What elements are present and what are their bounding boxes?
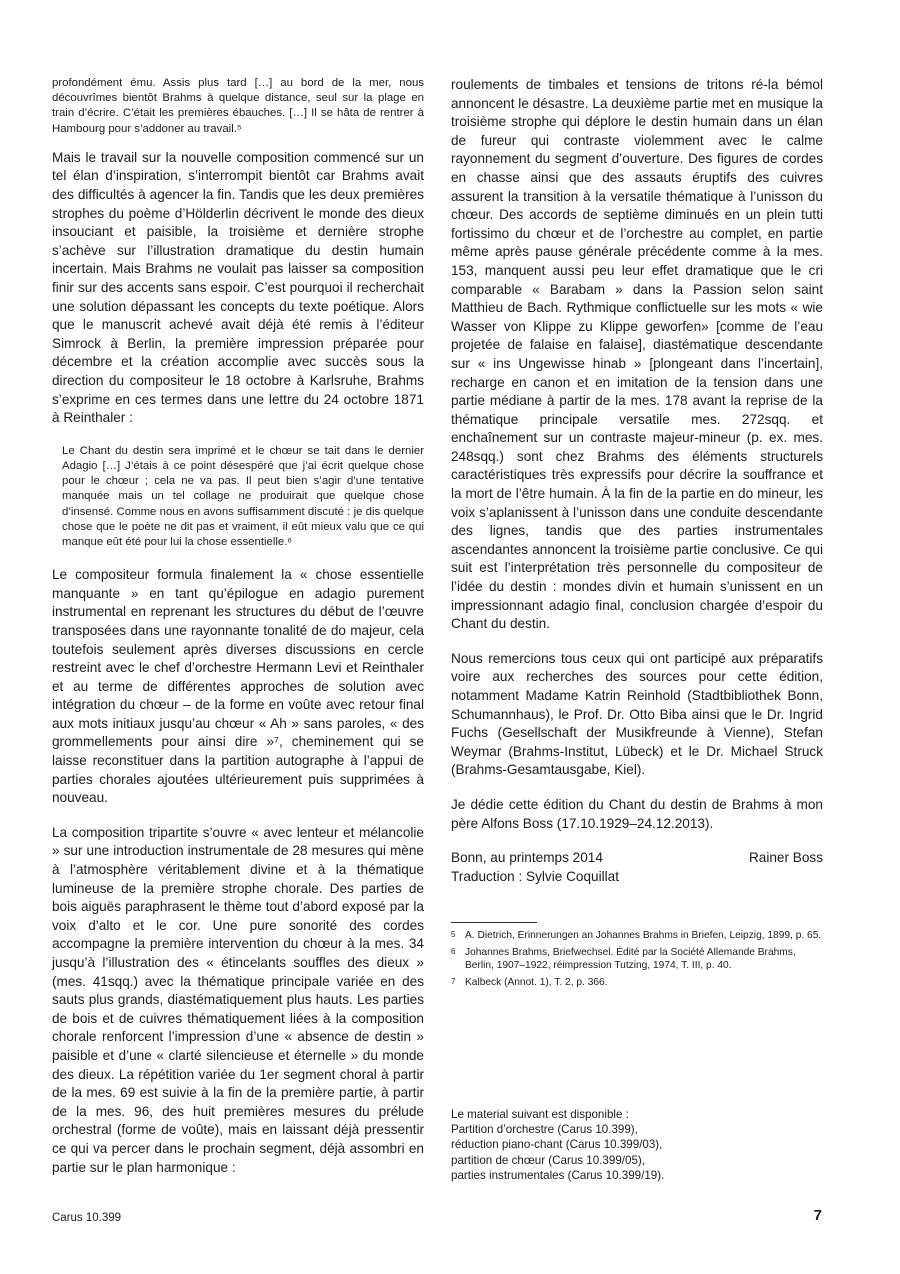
dietrich-quote: profondément ému. Assis plus tard […] au bord de la mer, nous découvrîmes bientôt Brahms à quelque distance, seul sur la plage en train d’écrire. C’était les premières ébauches. […] Il se hâta de rentrer à Hambourg pour s’addoner au travail.⁵: [52, 77, 424, 135]
sign-author: Rainer Boss: [748, 850, 823, 866]
footnote-text: Kalbeck (Annot. 1), T. 2, p. 366.: [465, 976, 608, 988]
paragraph-acknowledgements: Nous remercions tous ceux qui ont participé aux préparatifs voire aux recherches des sources pour cette édition, notamment Madame Katrin Reinhold (Stadtbibliothek Bonn, Schumannhaus), le Prof. Dr. Otto Biba ainsi que le Dr. Ingrid Fuchs (Gesellschaft der Musikfreunde à Vienne), Stefan Weymar (Brahms-Institut, Lübeck) et le Dr. Michael Struck (Brahms-Gesamtausgabe, Kiel).: [451, 650, 823, 778]
signature-line: [451, 849, 823, 868]
availability-item: parties instrumentales (Carus 10.399/19).: [451, 1168, 665, 1182]
translation-credit: Traduction : Sylvie Coquillat: [451, 868, 619, 884]
availability-title: Le material suivant est disponible :: [451, 1108, 629, 1121]
paragraph-essential-thing: Le compositeur formula finalement la « chose essentielle manquante » en tant qu’épilogue en adagio purement instrumental en reprenant les structures du début de l’œuvre transposées dans une rayonnante tonalité de do majeur, cela toutefois seulement après diverses discussions en cercle restreint avec le chef d’orchestre Hermann Levi et Reinthaler et au terme de différentes approches de solution avec intégration du chœur – de la forme en voûte avec retour final aux mots initiaux jusqu’au chœur « Ah » sans paroles, « des grommellements pour ainsi dire »⁷, cheminement qui se laisse reconstituer dans la partition autographe à l’appui de parties chorales ajoutées ultérieurement puis supprimées à nouveau.: [52, 567, 424, 806]
footnote: [451, 929, 823, 942]
catalog-number: Carus 10.399: [52, 1212, 122, 1224]
availability-item: partition de chœur (Carus 10.399/05),: [451, 1153, 645, 1167]
footnote-number: 6: [451, 946, 456, 956]
left-column: [52, 76, 424, 1177]
footnote-rule: [451, 922, 537, 923]
paragraph-second-part: roulements de timbales et tensions de tritons ré-la bémol annoncent le désastre. La deuxième partie met en musique la troisième strophe qui déplore le destin humain dans un élan de fureur qui contraste violemment avec le calme rayonnement du segment d’ouverture. Des figures de cordes en chasse ainsi que des assauts éruptifs des cuivres assurent la transition à la versatile thématique à l’unisson du chœur. Des accords de septième diminués en un plein tutti fortissimo du chœur et de l’orchestre au complet, en partie même après pause générale précédente comme à la mes. 153, manquent aussi peu leur effet dramatique que le cri comparable « Barabam » dans la Passion selon saint Matthieu de Bach. Rythmique conflictuelle sur les mots « wie Wasser von Klippe zu Klippe geworfen» [comme de l’eau projetée de falaise en falaise], diastématique descendante sur « ins Ungewisse hinab » [plongeant dans l’incertain], recharge en canon et en imitation de la tension dans une partie médiane à partir de la mes. 178 avant la reprise de la thématique principale versatile mes. 272sqq. et enchaînement sur un contraste majeur-mineur (p. ex. mes. 248sqq.) sont chez Brahms des éléments structurels caractéristiques très expressifs pour décrire la souffrance et la mort de l’être humain. À la fin de la partie en do mineur, les voix s’aplanissent à l’unisson dans une conduite descendante des lignes, tandis que des parties instrumentales ascendantes annoncent la troisième partie conclusive. Ce qui suit est l’interprétation très personnelle du compositeur de l’idée du destin : mondes divin et humain s’unissent en un impressionnant adagio final, conclusion chargée d’espoir du Chant du destin.: [451, 77, 823, 632]
brahms-letter-quote: Le Chant du destin sera imprimé et le chœur se tait dans le dernier Adagio […] J’étais à ce point désespéré que j’ai écrit quelque chose pour le chœur ; cela ne va pas. Il peut bien s’agir d’une tentative manquée mais un tel collage ne produirait que quelque chose d’insensé. Comme nous en avons suffisamment discuté : je dis quelque chose que le poète ne dit pas et vraiment, il eût mieux valu que ce qui manque eût été pour lui la chose essentielle.⁶: [62, 444, 424, 548]
availability-box: [451, 1107, 823, 1183]
availability-item: Partition d’orchestre (Carus 10.399),: [451, 1123, 638, 1137]
paragraph-composition-work: Mais le travail sur la nouvelle composition commencé sur un tel élan d’inspiration, s’interrompit bientôt car Brahms avait des difficultés à agencer la fin. Tandis que les deux premières strophes du poème d’Hölderlin décrivent le monde des dieux insouciant et paisible, la troisième et dernière strophe s’achève sur l’illustration dramatique du destin humain incertain. Mais Brahms ne voulait pas laisser sa composition finir sur des accents sans espoir. C’est pourquoi il recherchait une solution dépassant les concepts du texte poétique. Alors que le manuscrit achevé avait déjà été remis à l’éditeur Simrock à Berlin, la première impression préparée pour décembre et la création accomplie avec succès sous la direction du compositeur le 18 octobre à Karlsruhe, Brahms s’exprime en ces termes dans une lettre du 24 octobre 1871 à Reinthaler :: [52, 149, 424, 426]
sign-place: Bonn, au printemps 2014: [451, 850, 603, 866]
footnote: [451, 976, 823, 989]
availability-item: réduction piano-chant (Carus 10.399/03),: [451, 1138, 663, 1152]
right-column: [451, 76, 823, 992]
footnote-text: A. Dietrich, Erinnerungen an Johannes Brahms in Briefen, Leipzig, 1899, p. 65.: [465, 930, 822, 942]
footnote-text: Johannes Brahms, Briefwechsel. Édité par la Société Allemande Brahms, Berlin, 1907–1922, réimpression Tutzing, 1974, T. III, p. 40.: [465, 946, 796, 972]
page-number: 7: [813, 1207, 822, 1224]
footnote-number: 7: [451, 976, 456, 986]
footnote-number: 5: [451, 930, 456, 940]
paragraph-dedication: Je dédie cette édition du Chant du destin de Brahms à mon père Alfons Boss (17.10.1929–24.12.2013).: [451, 796, 823, 831]
footnote: [451, 946, 823, 973]
paragraph-tripartite: La composition tripartite s’ouvre « avec lenteur et mélancolie » sur une introduction instrumentale de 28 mesures qui mène à l’atmosphère véritablement divine et à la thématique lumineuse de la première strophe chorale. Des parties de bois aiguës paraphrasent le thème tout d’abord exposé par la voix d’alto et le cor. Une pure sonorité des cordes accompagne la première intervention du chœur à la mes. 34 jusqu’à l’illustration des « étincelants souffles des dieux » (mes. 41sqq.) avec la thématique principale variée en des sauts plus grands, diastématiquement plus hauts. Les parties de bois et de cuivres thématiquement liées à la composition chorale renforcent l’impression d’une « absence de destin » paisible et d’une « clarté silencieuse et éternelle » du monde des dieux. La répétition variée du 1er segment choral à partir de la mes. 69 est suivie à la fin de la première partie, à partir de la mes. 96, des huit premières mesures du prélude orchestral (forme de voûte), mais en laissant déjà pressentir ce qui va percer dans le prochain segment, déjà assombri en partie sur le plan harmonique :: [52, 824, 424, 1175]
